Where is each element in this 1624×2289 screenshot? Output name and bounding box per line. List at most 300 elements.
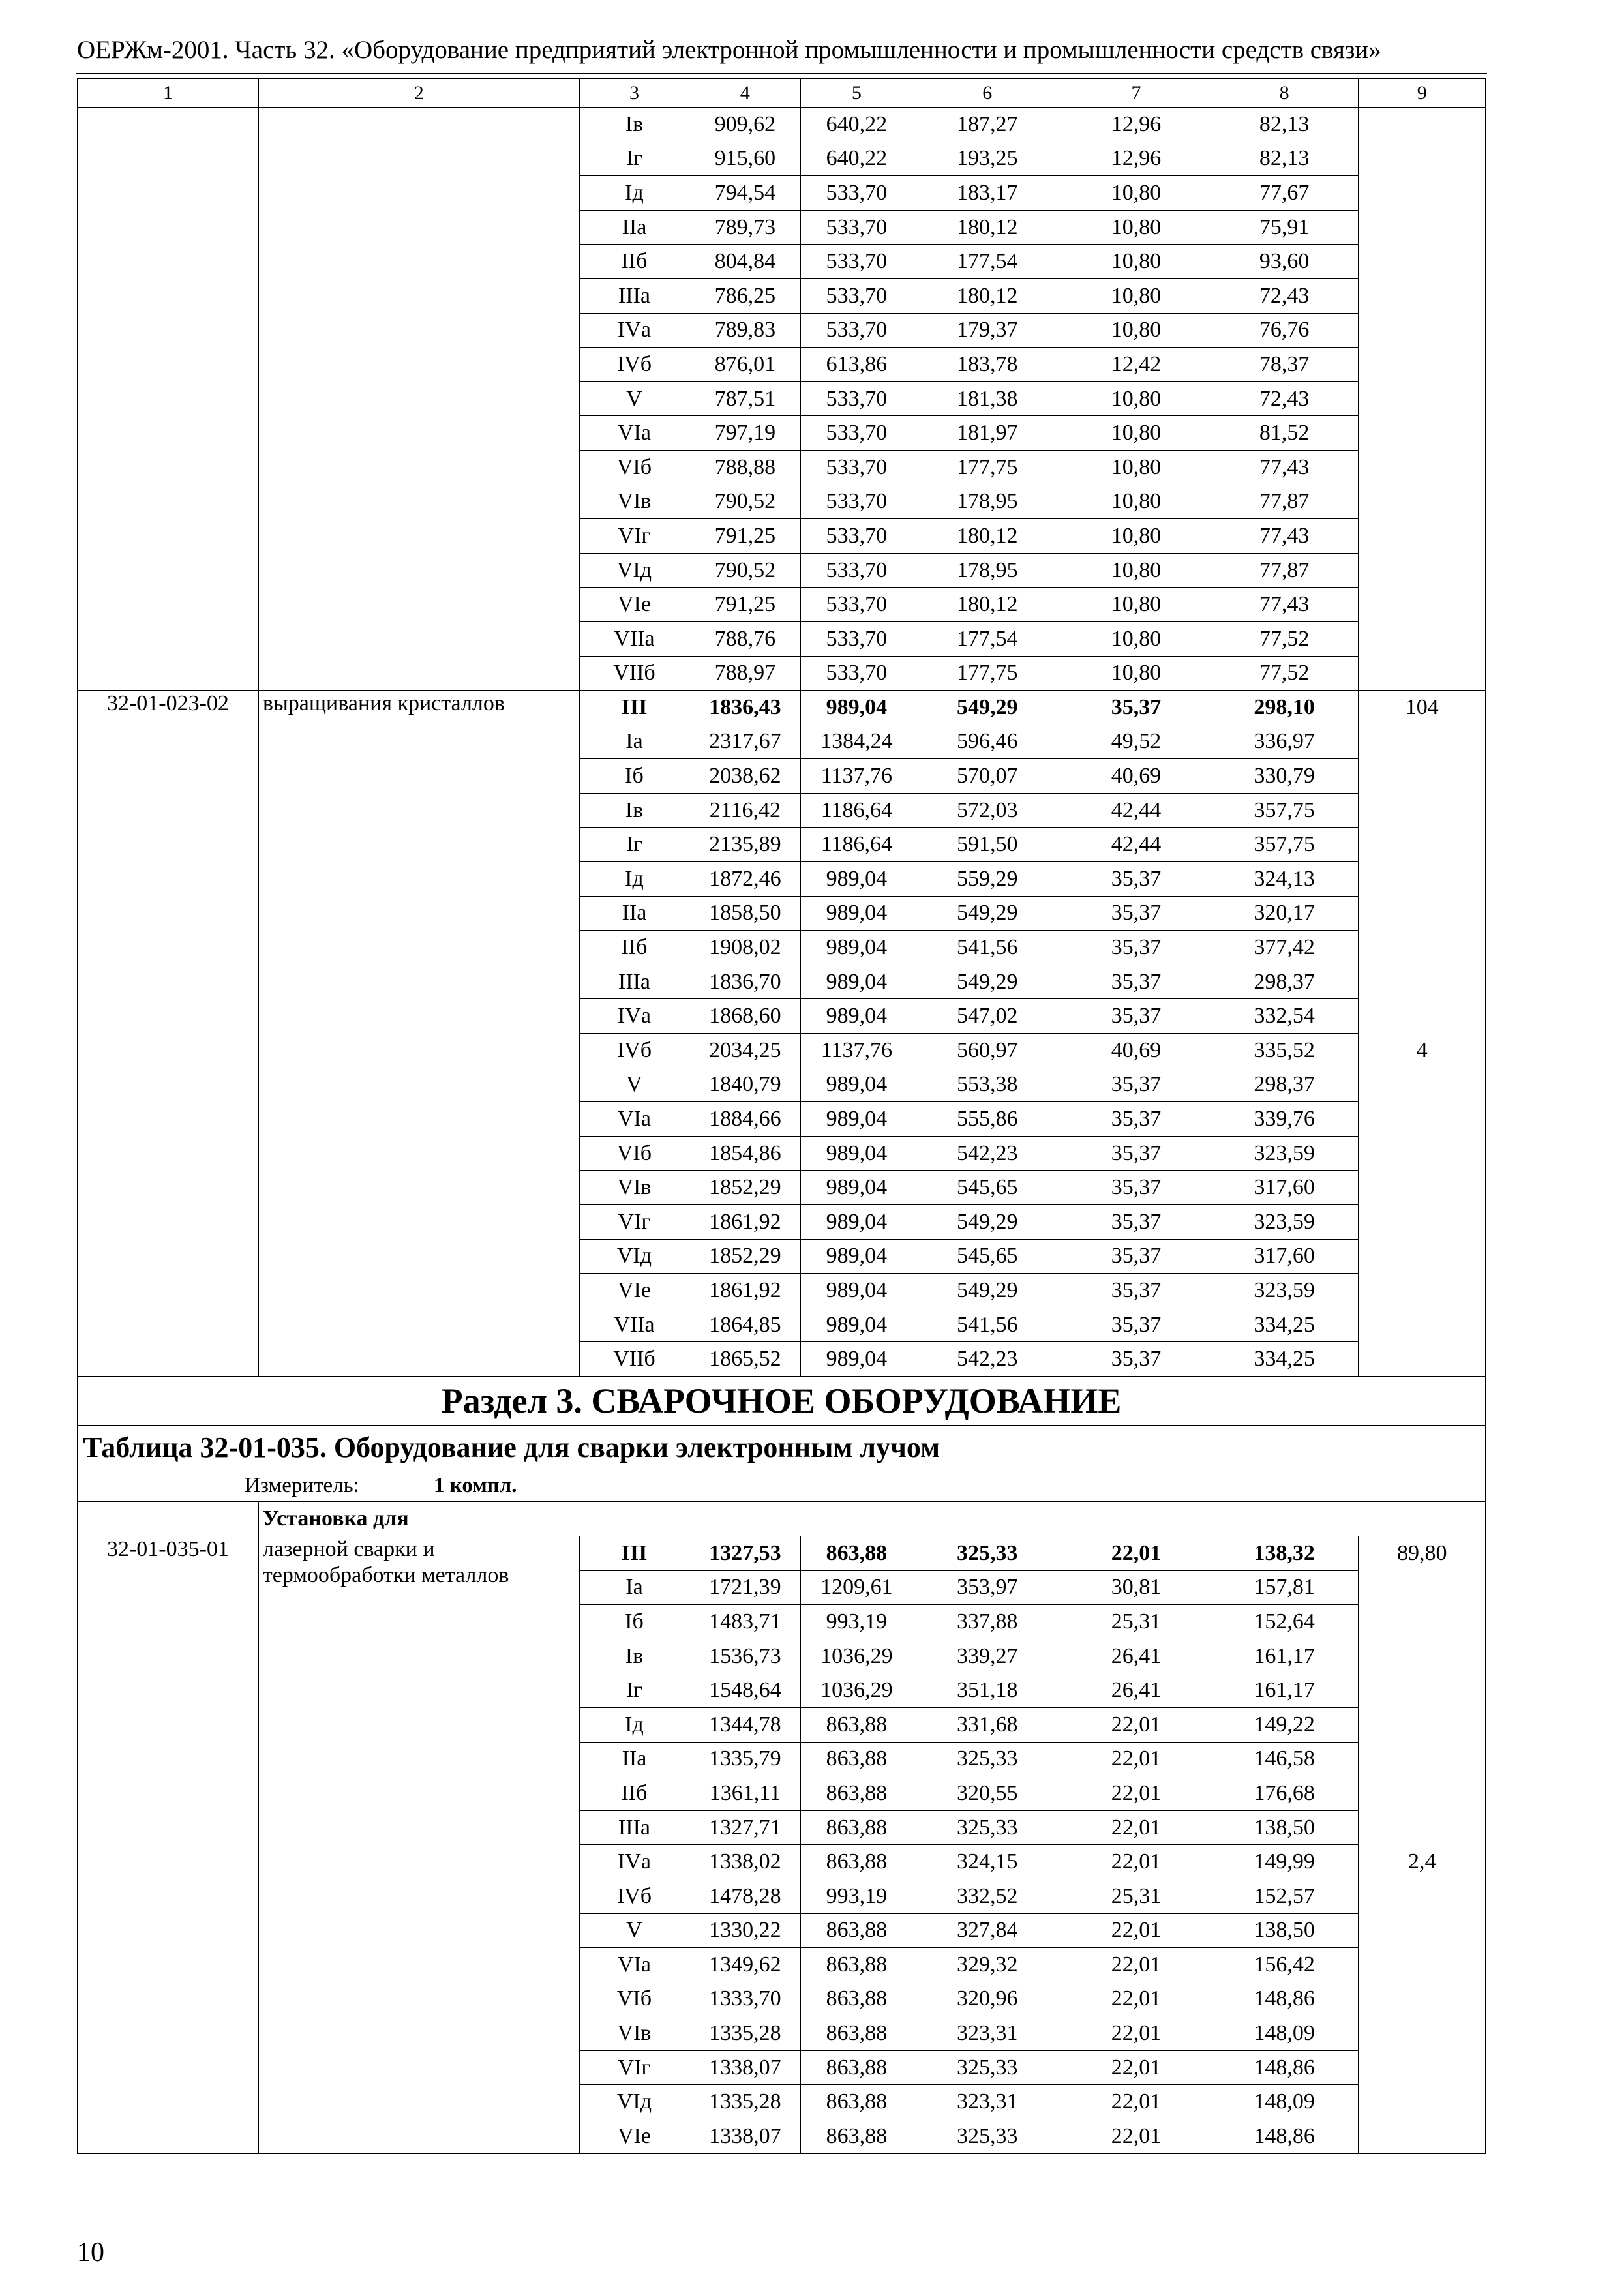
value-cell: 10,80 [1062,485,1210,519]
value-cell: 1864,85 [689,1308,801,1342]
value-cell: 22,01 [1062,1845,1210,1879]
index-cell: IIIа [579,1810,689,1845]
value-cell: 549,29 [912,1205,1062,1240]
value-cell: 788,97 [689,656,801,691]
value-cell: 989,04 [801,1205,912,1240]
value-cell: 325,33 [912,1536,1062,1570]
value-cell: 10,80 [1062,210,1210,245]
value-cell: 177,54 [912,621,1062,656]
value-cell: 35,37 [1062,931,1210,965]
value-cell: 181,38 [912,382,1062,416]
value-cell: 22,01 [1062,2016,1210,2051]
value-cell: 148,86 [1210,2119,1359,2154]
value-cell: 320,55 [912,1776,1062,1811]
value-cell: 181,97 [912,416,1062,451]
measure-label: Измеритель: [245,1473,359,1497]
value-cell: 613,86 [801,348,912,382]
value-cell: 787,51 [689,382,801,416]
value-cell: 180,12 [912,588,1062,622]
value-cell: 40,69 [1062,1034,1210,1068]
value-cell: 989,04 [801,931,912,965]
value-cell: 35,37 [1062,1068,1210,1102]
index-cell: Iб [579,1605,689,1639]
value-cell: 22,01 [1062,1776,1210,1811]
value-cell: 1036,29 [801,1673,912,1708]
value-cell: 298,37 [1210,1068,1359,1102]
page-header: ОЕРЖм-2001. Часть 32. «Оборудование предприятий электронной промышленности и промышленности средств связи» [77,36,1381,64]
value-cell: 22,01 [1062,1948,1210,1982]
value-cell: 863,88 [801,1742,912,1776]
col9-cell [1359,108,1486,691]
value-cell: 334,25 [1210,1308,1359,1342]
value-cell: 863,88 [801,1913,912,1948]
value-cell: 794,54 [689,176,801,211]
value-cell: 640,22 [801,108,912,142]
value-cell: 161,17 [1210,1673,1359,1708]
index-cell: Iа [579,1570,689,1605]
value-cell: 549,29 [912,691,1062,725]
value-cell: 35,37 [1062,862,1210,897]
index-cell: IVа [579,999,689,1034]
value-cell: 334,25 [1210,1342,1359,1377]
measure-cell [78,1470,1486,1502]
table-row [78,1536,1486,1570]
value-cell: 10,80 [1062,313,1210,348]
value-cell: 533,70 [801,553,912,588]
value-cell: 1840,79 [689,1068,801,1102]
col-num: 6 [912,79,1062,108]
value-cell: 72,43 [1210,382,1359,416]
col-num: 4 [689,79,801,108]
value-cell: 533,70 [801,245,912,279]
column-number-row [78,79,1486,108]
name-cell [258,108,579,691]
value-cell: 336,97 [1210,725,1359,759]
index-cell: VIа [579,416,689,451]
value-cell: 187,27 [912,108,1062,142]
value-cell: 12,42 [1062,348,1210,382]
value-cell: 10,80 [1062,621,1210,656]
index-cell: VIе [579,1274,689,1308]
value-cell: 549,29 [912,896,1062,931]
value-cell: 77,87 [1210,485,1359,519]
value-cell: 180,12 [912,210,1062,245]
value-cell: 545,65 [912,1239,1062,1274]
value-cell: 148,86 [1210,2050,1359,2085]
value-cell: 331,68 [912,1707,1062,1742]
index-cell: IVб [579,348,689,382]
value-cell: 545,65 [912,1171,1062,1205]
value-cell: 863,88 [801,1845,912,1879]
col-num: 5 [801,79,912,108]
value-cell: 35,37 [1062,1136,1210,1171]
value-cell: 77,52 [1210,621,1359,656]
col-num: 1 [78,79,259,108]
value-cell: 542,23 [912,1136,1062,1171]
index-cell: Iв [579,1639,689,1673]
index-cell: VIб [579,1136,689,1171]
value-cell: 989,04 [801,999,912,1034]
value-cell: 148,86 [1210,1982,1359,2016]
value-cell: 596,46 [912,725,1062,759]
value-cell: 1338,07 [689,2119,801,2154]
value-cell: 178,95 [912,485,1062,519]
index-cell: IVа [579,1845,689,1879]
value-cell: 1361,11 [689,1776,801,1811]
value-cell: 179,37 [912,313,1062,348]
index-cell: IIIа [579,278,689,313]
index-cell: III [579,1536,689,1570]
value-cell: 1884,66 [689,1102,801,1137]
name-cell: лазерной сварки и термообработки металлов [258,1536,579,2153]
value-cell: 193,25 [912,142,1062,176]
value-cell: 876,01 [689,348,801,382]
value-cell: 909,62 [689,108,801,142]
value-cell: 1335,28 [689,2085,801,2119]
code-cell: 32-01-035-01 [78,1536,259,2153]
index-cell: VIIб [579,656,689,691]
value-cell: 533,70 [801,450,912,485]
value-cell: 993,19 [801,1879,912,1913]
value-cell: 156,42 [1210,1948,1359,1982]
value-cell: 786,25 [689,278,801,313]
value-cell: 325,33 [912,1742,1062,1776]
value-cell: 549,29 [912,1274,1062,1308]
value-cell: 541,56 [912,931,1062,965]
value-cell: 183,17 [912,176,1062,211]
value-cell: 993,19 [801,1605,912,1639]
value-cell: 572,03 [912,793,1062,828]
value-cell: 10,80 [1062,176,1210,211]
value-cell: 1908,02 [689,931,801,965]
value-cell: 1836,43 [689,691,801,725]
value-cell: 1483,71 [689,1605,801,1639]
value-cell: 77,43 [1210,588,1359,622]
value-cell: 76,76 [1210,313,1359,348]
value-cell: 1327,71 [689,1810,801,1845]
value-cell: 533,70 [801,313,912,348]
value-cell: 1872,46 [689,862,801,897]
index-cell: Iг [579,828,689,862]
index-cell: VIа [579,1948,689,1982]
index-cell: VIIа [579,621,689,656]
value-cell: 533,70 [801,519,912,554]
index-cell: Iг [579,142,689,176]
value-cell: 989,04 [801,896,912,931]
value-cell: 533,70 [801,621,912,656]
value-cell: 1868,60 [689,999,801,1034]
value-cell: 1384,24 [801,725,912,759]
value-cell: 353,97 [912,1570,1062,1605]
value-cell: 863,88 [801,1536,912,1570]
value-cell: 1536,73 [689,1639,801,1673]
value-cell: 25,31 [1062,1605,1210,1639]
value-cell: 989,04 [801,862,912,897]
value-cell: 152,64 [1210,1605,1359,1639]
value-cell: 42,44 [1062,828,1210,862]
table-row [78,691,1486,725]
index-cell: VIе [579,588,689,622]
page-number: 10 [77,2237,104,2267]
value-cell: 989,04 [801,1342,912,1377]
index-cell: VIб [579,1982,689,2016]
index-cell: IIб [579,245,689,279]
value-cell: 82,13 [1210,108,1359,142]
value-cell: 10,80 [1062,245,1210,279]
index-cell: VIв [579,2016,689,2051]
value-cell: 324,13 [1210,862,1359,897]
value-cell: 317,60 [1210,1171,1359,1205]
value-cell: 797,19 [689,416,801,451]
value-cell: 161,17 [1210,1639,1359,1673]
index-cell: VIб [579,450,689,485]
value-cell: 180,12 [912,278,1062,313]
index-cell: Iб [579,759,689,794]
value-cell: 12,96 [1062,108,1210,142]
value-cell: 22,01 [1062,2119,1210,2154]
section-row [78,1376,1486,1425]
value-cell: 177,75 [912,450,1062,485]
col9-top: 89,80 [1359,1536,1486,1570]
index-cell: VIв [579,1171,689,1205]
index-cell: VIд [579,2085,689,2119]
value-cell: 555,86 [912,1102,1062,1137]
value-cell: 93,60 [1210,245,1359,279]
value-cell: 377,42 [1210,931,1359,965]
value-cell: 788,88 [689,450,801,485]
value-cell: 75,91 [1210,210,1359,245]
value-cell: 22,01 [1062,1536,1210,1570]
value-cell: 323,59 [1210,1274,1359,1308]
index-cell: VIв [579,485,689,519]
value-cell: 325,33 [912,2119,1062,2154]
value-cell: 22,01 [1062,1810,1210,1845]
table-row [78,108,1486,142]
value-cell: 1137,76 [801,759,912,794]
index-cell: V [579,1913,689,1948]
section-title: Раздел 3. СВАРОЧНОЕ ОБОРУДОВАНИЕ [78,1376,1486,1425]
value-cell: 1349,62 [689,1948,801,1982]
value-cell: 2116,42 [689,793,801,828]
value-cell: 35,37 [1062,1171,1210,1205]
value-cell: 177,54 [912,245,1062,279]
index-cell: V [579,1068,689,1102]
value-cell: 323,31 [912,2085,1062,2119]
value-cell: 35,37 [1062,1205,1210,1240]
installation-label: Установка для [258,1501,1485,1536]
value-cell: 804,84 [689,245,801,279]
value-cell: 1036,29 [801,1639,912,1673]
value-cell: 791,25 [689,519,801,554]
value-cell: 791,25 [689,588,801,622]
value-cell: 863,88 [801,1982,912,2016]
value-cell: 863,88 [801,1707,912,1742]
col9-top: 104 [1359,691,1486,725]
value-cell: 30,81 [1062,1570,1210,1605]
index-cell: VIг [579,519,689,554]
value-cell: 790,52 [689,485,801,519]
index-cell: IVб [579,1034,689,1068]
value-cell: 329,32 [912,1948,1062,1982]
value-cell: 298,37 [1210,965,1359,999]
table-title-row [78,1425,1486,1470]
value-cell: 148,09 [1210,2016,1359,2051]
index-cell: IIа [579,210,689,245]
value-cell: 989,04 [801,1308,912,1342]
value-cell: 989,04 [801,1171,912,1205]
value-cell: 559,29 [912,862,1062,897]
value-cell: 989,04 [801,1274,912,1308]
value-cell: 152,57 [1210,1879,1359,1913]
value-cell: 327,84 [912,1913,1062,1948]
index-cell: IIIа [579,965,689,999]
value-cell: 533,70 [801,176,912,211]
value-cell: 10,80 [1062,450,1210,485]
index-cell: IIа [579,896,689,931]
value-cell: 72,43 [1210,278,1359,313]
value-cell: 12,96 [1062,142,1210,176]
value-cell: 35,37 [1062,1342,1210,1377]
value-cell: 10,80 [1062,656,1210,691]
value-cell: 863,88 [801,2050,912,2085]
value-cell: 789,73 [689,210,801,245]
value-cell: 320,17 [1210,896,1359,931]
value-cell: 323,31 [912,2016,1062,2051]
value-cell: 591,50 [912,828,1062,862]
col-num: 9 [1359,79,1486,108]
value-cell: 337,88 [912,1605,1062,1639]
value-cell: 357,75 [1210,828,1359,862]
value-cell: 40,69 [1062,759,1210,794]
value-cell: 317,60 [1210,1239,1359,1274]
value-cell: 533,70 [801,382,912,416]
index-cell: V [579,382,689,416]
index-cell: VIе [579,2119,689,2154]
index-cell: Iа [579,725,689,759]
col-num: 7 [1062,79,1210,108]
value-cell: 77,87 [1210,553,1359,588]
value-cell: 149,22 [1210,1707,1359,1742]
value-cell: 1335,28 [689,2016,801,2051]
value-cell: 570,07 [912,759,1062,794]
index-cell: IIб [579,931,689,965]
index-cell: III [579,691,689,725]
index-cell: VIд [579,1239,689,1274]
value-cell: 26,41 [1062,1673,1210,1708]
value-cell: 863,88 [801,1810,912,1845]
value-cell: 1186,64 [801,793,912,828]
value-cell: 325,33 [912,2050,1062,2085]
value-cell: 547,02 [912,999,1062,1034]
index-cell: Iг [579,1673,689,1708]
value-cell: 35,37 [1062,1308,1210,1342]
col9-bottom: 2,4 [1359,1570,1486,2153]
value-cell: 10,80 [1062,553,1210,588]
value-cell: 77,67 [1210,176,1359,211]
index-cell: VIг [579,1205,689,1240]
value-cell: 1721,39 [689,1570,801,1605]
col9-bottom: 4 [1359,725,1486,1376]
value-cell: 1852,29 [689,1239,801,1274]
index-cell: Iд [579,1707,689,1742]
value-cell: 81,52 [1210,416,1359,451]
value-cell: 1858,50 [689,896,801,931]
value-cell: 335,52 [1210,1034,1359,1068]
value-cell: 339,76 [1210,1102,1359,1137]
index-cell: VIд [579,553,689,588]
value-cell: 533,70 [801,278,912,313]
value-cell: 863,88 [801,2119,912,2154]
value-cell: 180,12 [912,519,1062,554]
index-cell: Iд [579,176,689,211]
value-cell: 1854,86 [689,1136,801,1171]
value-cell: 323,59 [1210,1205,1359,1240]
value-cell: 640,22 [801,142,912,176]
value-cell: 339,27 [912,1639,1062,1673]
value-cell: 1344,78 [689,1707,801,1742]
value-cell: 138,50 [1210,1810,1359,1845]
value-cell: 1335,79 [689,1742,801,1776]
value-cell: 549,29 [912,965,1062,999]
value-cell: 26,41 [1062,1639,1210,1673]
value-cell: 790,52 [689,553,801,588]
rates-table [77,78,1486,2154]
value-cell: 863,88 [801,2085,912,2119]
index-cell: VIIб [579,1342,689,1377]
index-cell: IIб [579,1776,689,1811]
value-cell: 138,32 [1210,1536,1359,1570]
value-cell: 22,01 [1062,2050,1210,2085]
value-cell: 22,01 [1062,1742,1210,1776]
value-cell: 49,52 [1062,725,1210,759]
value-cell: 989,04 [801,1068,912,1102]
measure-value: 1 компл. [434,1473,517,1497]
value-cell: 78,37 [1210,348,1359,382]
value-cell: 1338,02 [689,1845,801,1879]
value-cell: 541,56 [912,1308,1062,1342]
value-cell: 35,37 [1062,1102,1210,1137]
installation-row [78,1501,1486,1536]
value-cell: 10,80 [1062,278,1210,313]
index-cell: Iв [579,108,689,142]
header-rule [76,73,1487,74]
value-cell: 146,58 [1210,1742,1359,1776]
value-cell: 324,15 [912,1845,1062,1879]
index-cell: Iд [579,862,689,897]
value-cell: 325,33 [912,1810,1062,1845]
index-cell: VIа [579,1102,689,1137]
value-cell: 35,37 [1062,999,1210,1034]
index-cell: VIг [579,2050,689,2085]
value-cell: 148,09 [1210,2085,1359,2119]
value-cell: 533,70 [801,588,912,622]
value-cell: 915,60 [689,142,801,176]
value-cell: 1333,70 [689,1982,801,2016]
value-cell: 1327,53 [689,1536,801,1570]
value-cell: 2038,62 [689,759,801,794]
value-cell: 178,95 [912,553,1062,588]
value-cell: 533,70 [801,416,912,451]
value-cell: 332,54 [1210,999,1359,1034]
value-cell: 2135,89 [689,828,801,862]
value-cell: 989,04 [801,691,912,725]
value-cell: 1330,22 [689,1913,801,1948]
value-cell: 989,04 [801,1136,912,1171]
value-cell: 77,43 [1210,450,1359,485]
value-cell: 1861,92 [689,1274,801,1308]
value-cell: 10,80 [1062,588,1210,622]
value-cell: 332,52 [912,1879,1062,1913]
